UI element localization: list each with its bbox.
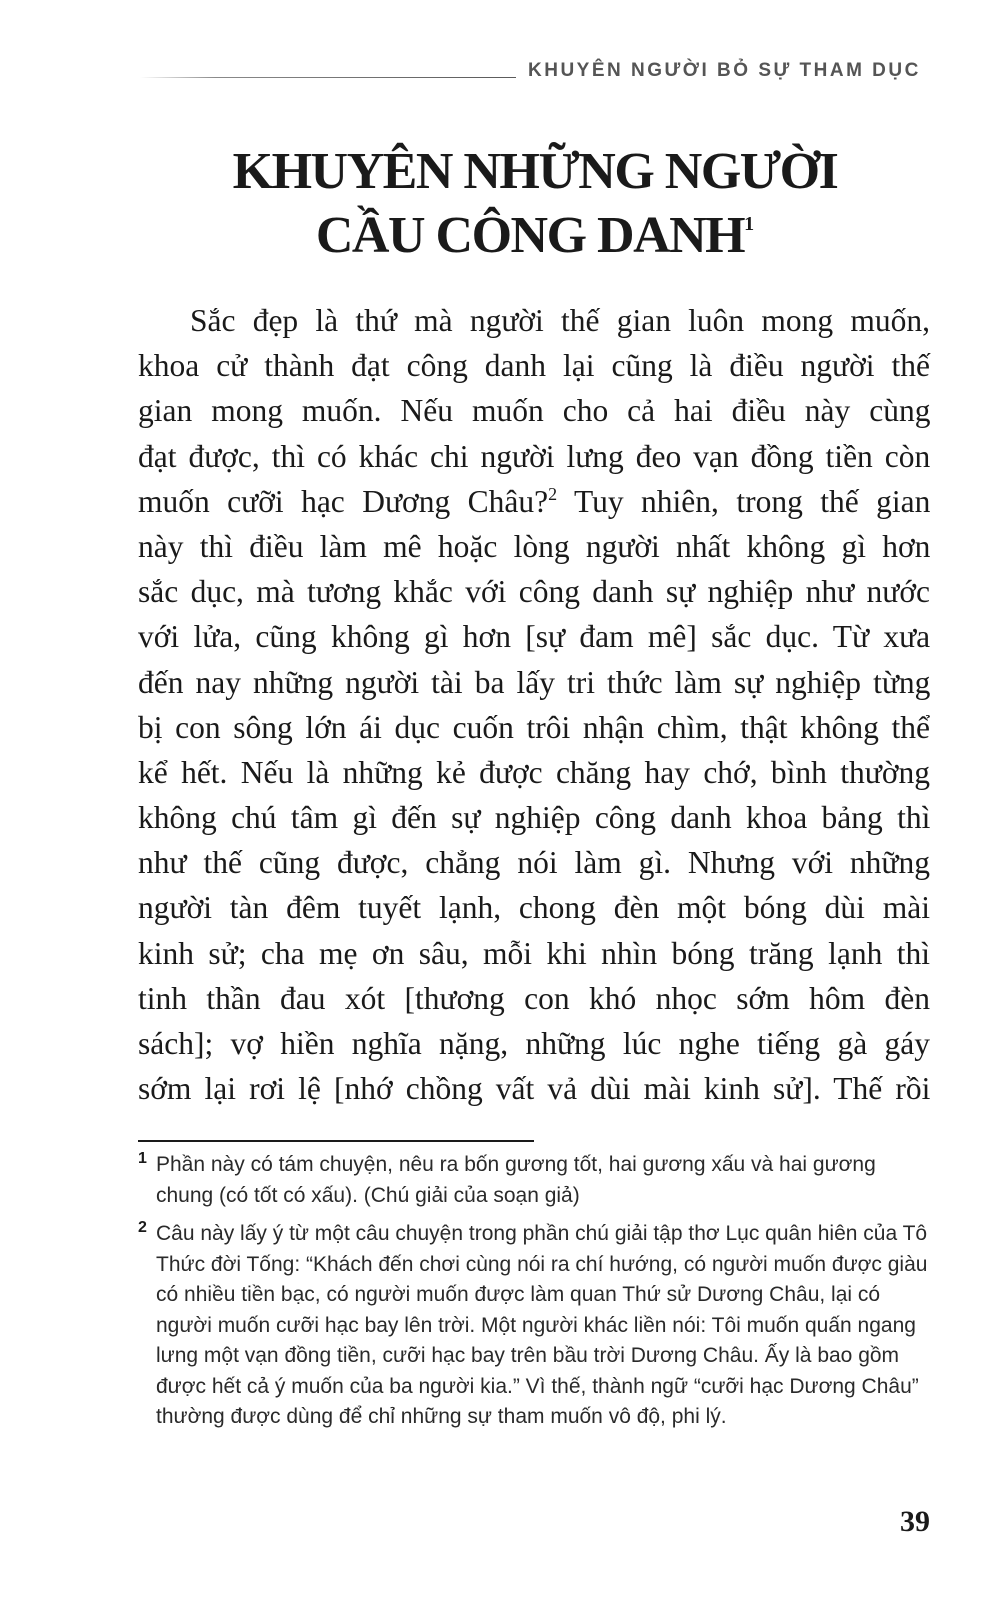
body-line: bị con sông lớn ái dục cuốn trôi nhận chìm, thật không thể [138,709,930,745]
title-footnote-ref: 1 [744,213,755,235]
body-line-5-head: muốn cưỡi hạc Dương Châu? [138,483,549,519]
chapter-title-line-2-text: CẦU CÔNG DANH [315,207,745,264]
body-line: như thế cũng được, chẳng nói làm gì. Nhưng với những [138,845,930,881]
body-line: người tàn đêm tuyết lạnh, chong đèn một bóng dùi mài [138,890,930,926]
body-line: đến nay những người tài ba lấy tri thức làm sự nghiệp từng [138,664,931,700]
footnote-text: Phần này có tám chuyện, nêu ra bốn gương tốt, hai gương xấu và hai gương chung (có tốt có xấu). (Chú giải của soạn giả) [156,1153,876,1207]
footnote-separator [138,1140,534,1142]
body-line: khoa cử thành đạt công danh lại cũng là điều người thế [138,348,930,384]
body-line: gian mong muốn. Nếu muốn cho cả hai điều này cùng [138,393,931,429]
body-line: không chú tâm gì đến sự nghiệp công danh khoa bảng thì [138,800,931,836]
chapter-title-line-1: KHUYÊN NHỮNG NGƯỜI [232,143,838,200]
body-line: đạt được, thì có khác chi người lưng đeo vạn đồng tiền còn [138,438,931,474]
footnote-number: 2 [138,1219,147,1236]
footnote [138,1150,930,1211]
footnote-number: 1 [138,1150,147,1167]
running-head: KHUYÊN NGƯỜI BỎ SỰ THAM DỤC [528,60,921,81]
footnote-text: Câu này lấy ý từ một câu chuyện trong phần chú giải tập thơ Lục quân hiên của Tô Thức đời Tống: “Khách đến chơi cùng nói ra chí hướng, có người muốn được giàu có nhiều tiền bạc, có người muốn được làm quan Thứ sử Dương Châu, lại có người muốn cưỡi hạc bay lên trời. Một người khác liền nói: Tôi muốn quấn ngang lưng một vạn đồng tiền, cưỡi hạc bay trên bầu trời Dương Châu. Ấy là bao gồm được hết cả ý muốn của ba người kia.” Vì thế, thành ngữ “cưỡi hạc Dương Châu” thường được dùng để chỉ những sự tham muốn vô độ, phi lý. [156,1222,928,1428]
chapter-title [140,140,930,268]
body-line: Sắc đẹp là thứ mà người thế gian luôn mong muốn, [190,303,930,338]
body-line: sách]; vợ hiền nghĩa nặng, những lúc nghe tiếng gà gáy [138,1026,930,1061]
body-line: kể hết. Nếu là những kẻ được chăng hay chớ, bình thường [138,754,930,790]
body-line-5-tail: Tuy nhiên, trong thế gian [557,483,931,519]
page-number: 39 [900,1505,930,1538]
footnote [138,1219,930,1433]
body-line: sớm lại rơi lệ [nhớ chồng vất vả dùi mài kinh sử]. Thế rồi [138,1071,931,1107]
body-line: sắc dục, mà tương khắc với công danh sự nghiệp như nước [138,574,930,610]
body-line: tinh thần đau xót [thương con khó nhọc sớm hôm đèn [138,980,930,1016]
body-line: kinh sử; cha mẹ ơn sâu, mỗi khi nhìn bóng trăng lạnh thì [138,935,930,971]
header-rule [140,77,516,78]
body-paragraph [138,298,930,1111]
footnotes [138,1150,930,1441]
body-line [138,479,930,524]
body-line: này thì điều làm mê hoặc lòng người nhất không gì hơn [138,528,931,564]
chapter-title-line-2 [140,204,930,268]
body-footnote-ref: 2 [548,483,558,504]
body-line: với lửa, cũng không gì hơn [sự đam mê] sắc dục. Từ xưa [138,619,931,655]
